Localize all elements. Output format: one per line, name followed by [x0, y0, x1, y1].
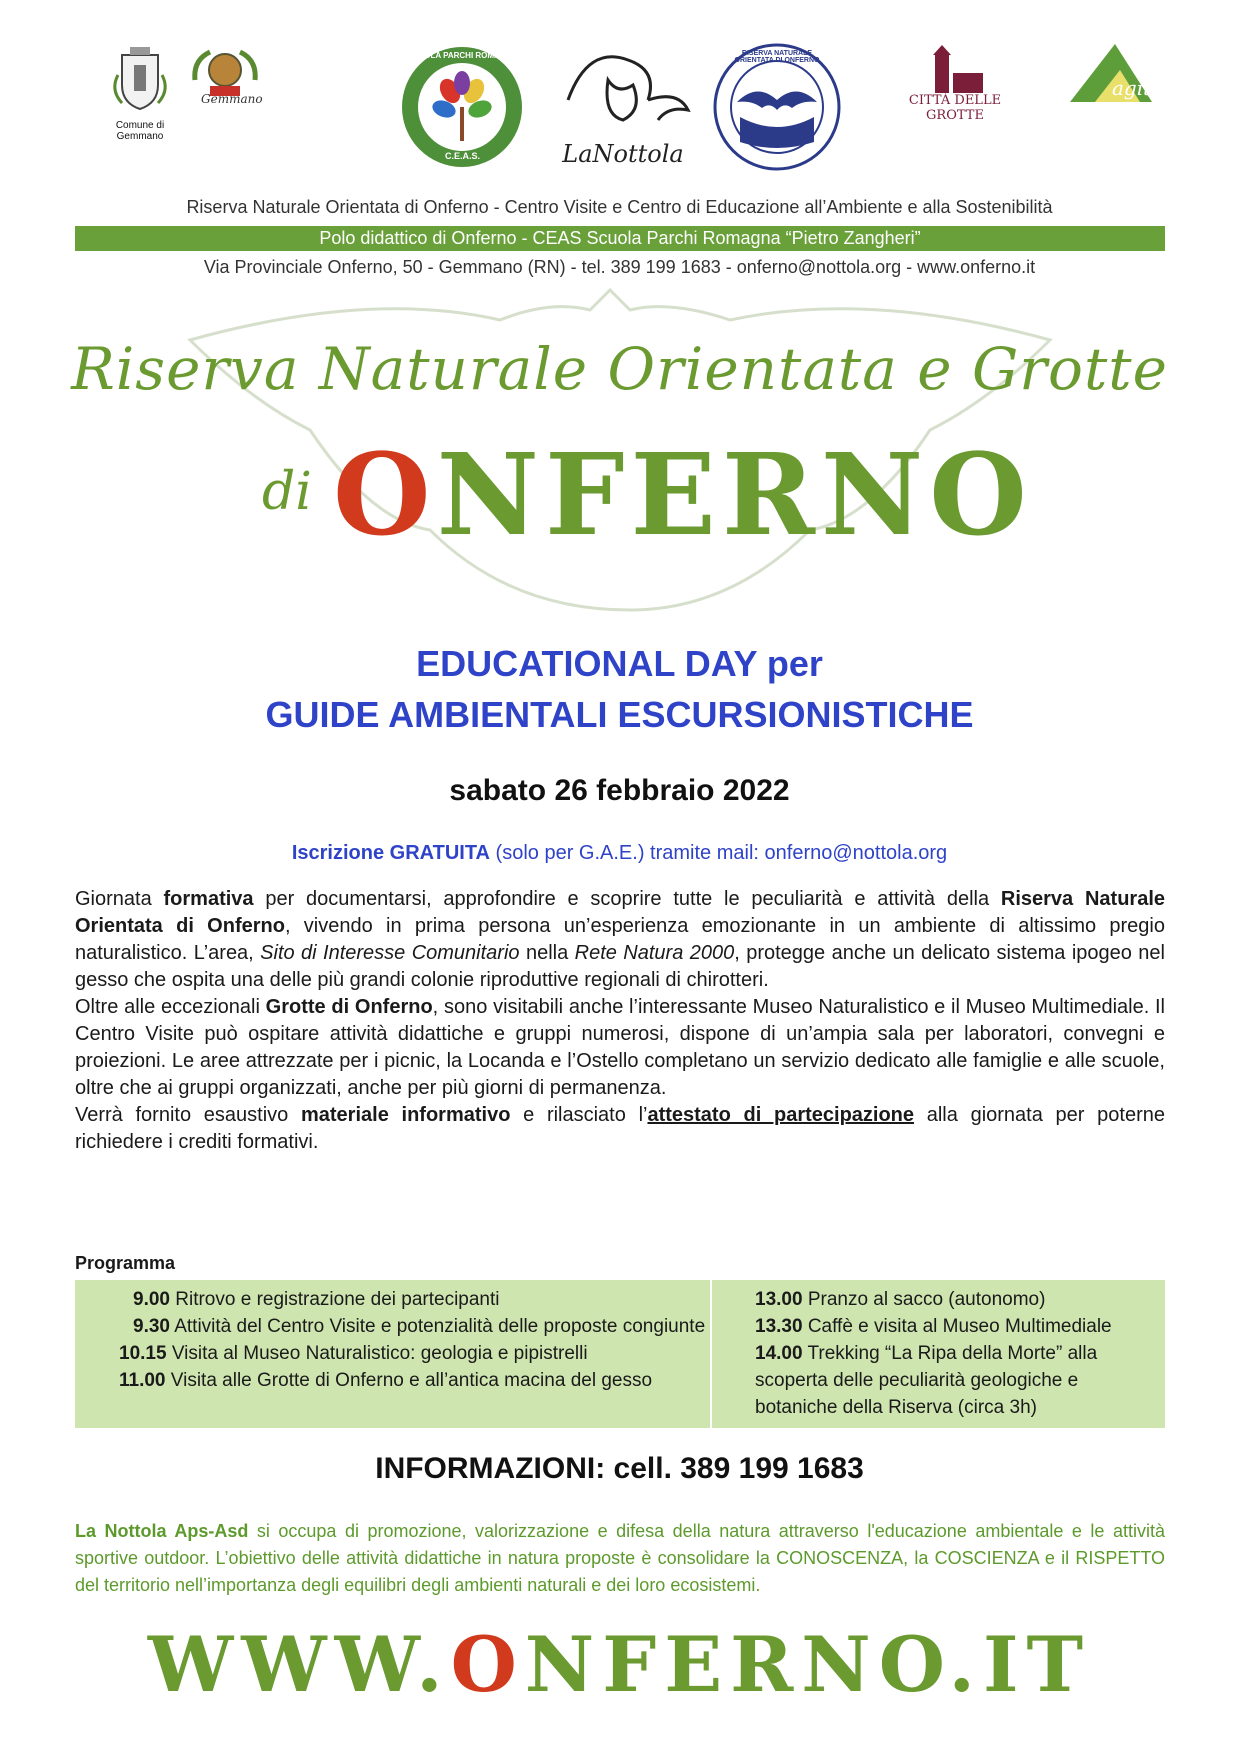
- riserva-ring-text: RISERVA NATURALE ORIENTATA DI ONFERNO: [734, 50, 820, 64]
- p2-bold: Grotte di Onferno: [265, 996, 433, 1018]
- program-item: [119, 1286, 769, 1313]
- program-title: Programma: [75, 1253, 176, 1273]
- logo-agit: [1040, 40, 1155, 105]
- program-time: 9.30: [133, 1316, 170, 1337]
- program-column-left: [119, 1286, 769, 1394]
- scuola-parchi-ceas-text: C.E.A.S.: [444, 151, 480, 161]
- main-title-onferno: [333, 430, 1033, 561]
- website-post: NFERNO.IT: [524, 1620, 1092, 1709]
- program-time: 11.00: [119, 1370, 166, 1391]
- registration-rest: (solo per G.A.E.) tramite mail: onferno@nottola.org: [490, 842, 948, 864]
- pro-loco-caption: Gemmano: [201, 92, 263, 106]
- website-pre: WWW.: [147, 1620, 451, 1709]
- la-nottola-logo-icon: [548, 40, 698, 140]
- p1-text: nella: [519, 942, 575, 964]
- program-text: Pranzo al sacco (autonomo): [802, 1289, 1046, 1310]
- logo-scuola-parchi: [400, 45, 525, 170]
- program-text: Caffè e visita al Museo Multimediale: [802, 1316, 1112, 1337]
- logo-pro-loco: [185, 40, 265, 115]
- program-time: 14.00: [755, 1343, 803, 1364]
- paragraph-1: [75, 886, 1165, 994]
- logo-la-nottola: [548, 40, 698, 180]
- program-text: Trekking “La Ripa della Morte” alla scoperta delle peculiarità geologiche e botaniche della Riserva (circa 3h): [755, 1343, 1098, 1418]
- event-title-line-1: EDUCATIONAL DAY per: [416, 643, 823, 684]
- program-item: [755, 1286, 1155, 1313]
- logo-riserva-onferno: [712, 42, 842, 172]
- p3-underlined: attestato di partecipazione: [647, 1104, 915, 1126]
- footer-bold: La Nottola Aps-Asd: [75, 1521, 249, 1541]
- p1-text: , vivendo in prima persona un’esperienza emozionante in un ambiente di altissimo pregio naturalistico. L’area,: [75, 915, 1165, 964]
- program-item: [119, 1313, 769, 1340]
- program-item: [755, 1340, 1155, 1421]
- registration-bold: Iscrizione GRATUITA: [291, 842, 490, 864]
- p2-text: , sono visitabili anche l’interessante Museo Naturalistico e il Museo Multimediale. Il Centro Visite può ospitare attività didattiche e gruppi numerosi, dispone di un’ampia sala per laboratori, convegni e proiezioni. Le aree attrezzate per i picnic, la Locanda e l’Ostello completano un servizio dedicato alle famiglie e alle scuole, oltre che ai gruppi organizzati, anche per più giorni di permanenza.: [75, 996, 1165, 1099]
- logo-comune-gemmano: [100, 45, 180, 142]
- p3-text: Verrà fornito esaustivo: [75, 1104, 301, 1126]
- event-title-line-2: GUIDE AMBIENTALI ESCURSIONISTICHE: [265, 694, 974, 735]
- p1-italic: Sito di Interesse Comunitario: [260, 942, 520, 964]
- p2-text: Oltre alle eccezionali: [75, 996, 266, 1018]
- program-item: [119, 1340, 769, 1367]
- program-item: [755, 1313, 1155, 1340]
- info-phone: INFORMAZIONI: cell. 389 199 1683: [375, 1452, 864, 1485]
- program-item: [119, 1367, 769, 1394]
- description-body: [75, 886, 1165, 1156]
- program-column-right: [755, 1286, 1155, 1421]
- header-line-1: Riserva Naturale Orientata di Onferno - Centro Visite e Centro di Educazione all’Ambiente e alla Sostenibilità: [186, 197, 1053, 217]
- p3-text: e rilasciato l’: [510, 1104, 648, 1126]
- program-time: 13.00: [755, 1289, 803, 1310]
- scuola-parchi-ring-text: SCUOLA PARCHI ROMAGNA: [407, 51, 518, 60]
- program-text: Visita alle Grotte di Onferno e all’antica macina del gesso: [165, 1370, 653, 1391]
- paragraph-3: [75, 1102, 1165, 1156]
- program-time: 13.30: [755, 1316, 803, 1337]
- p1-text: , protegge anche un delicato sistema ipogeo nel gesso che ospita una delle più grandi colonie riproduttive regionali di chirotteri.: [75, 942, 1165, 991]
- paragraph-2: [75, 994, 1165, 1102]
- p1-bold: Riserva Naturale Orientata di Onferno: [75, 888, 1165, 937]
- logo-citta-grotte: [885, 45, 1025, 123]
- footer-description: [75, 1518, 1165, 1599]
- citta-grotte-text: CITTÀ DELLE GROTTE: [908, 93, 1002, 123]
- program-time: 9.00: [133, 1289, 170, 1310]
- header-line-2: Polo didattico di Onferno - CEAS Scuola Parchi Romagna “Pietro Zangheri”: [319, 228, 921, 248]
- main-title-rest: NFERNO: [436, 430, 1033, 561]
- p1-text: per documentarsi, approfondire e scoprire tutte le peculiarità e attività della: [253, 888, 1001, 910]
- program-text: Visita al Museo Naturalistico: geologia e pipistrelli: [166, 1343, 588, 1364]
- p3-text: alla giornata per poterne richiedere i crediti formativi.: [75, 1104, 1165, 1153]
- p1-bold: formativa: [163, 888, 254, 910]
- la-nottola-name: LaNottola: [562, 140, 684, 168]
- program-table: [75, 1280, 1165, 1428]
- main-title-o: O: [333, 430, 437, 561]
- tower-icon: [915, 45, 995, 95]
- event-date: sabato 26 febbraio 2022: [449, 774, 790, 807]
- footer-text: si occupa di promozione, valorizzazione e difesa della natura attraverso l'educazione ambientale e le attività sportive outdoor. L’obiettivo delle attività didattiche in natura proposte è consolidare la CONOSCENZA, la COSCIENZA e il RISPETTO del territorio nell’importanza degli equilibri degli ambienti naturali e dei loro ecosistemi.: [75, 1521, 1165, 1595]
- p1-text: Giornata: [75, 888, 164, 910]
- program-time: 10.15: [119, 1343, 167, 1364]
- header-line-3: Via Provinciale Onferno, 50 - Gemmano (RN) - tel. 389 199 1683 - onferno@nottola.org - www.onferno.it: [203, 257, 1036, 277]
- program-text: Attività del Centro Visite e potenzialità delle proposte congiunte: [169, 1316, 706, 1337]
- comune-caption: Comune di Gemmano: [115, 120, 165, 142]
- website-o: O: [450, 1620, 525, 1709]
- p1-italic: Rete Natura 2000: [574, 942, 735, 964]
- program-text: Ritrovo e registrazione dei partecipanti: [169, 1289, 500, 1310]
- website-link[interactable]: [0, 1620, 1239, 1709]
- agit-text: agit: [1112, 76, 1152, 100]
- town-crest-icon: [100, 45, 180, 115]
- main-title-line-1: Riserva Naturale Orientata e Grotte: [71, 335, 1168, 403]
- main-title-di: di: [262, 462, 312, 522]
- p3-bold: materiale informativo: [300, 1104, 511, 1126]
- registration-line: [0, 842, 1239, 865]
